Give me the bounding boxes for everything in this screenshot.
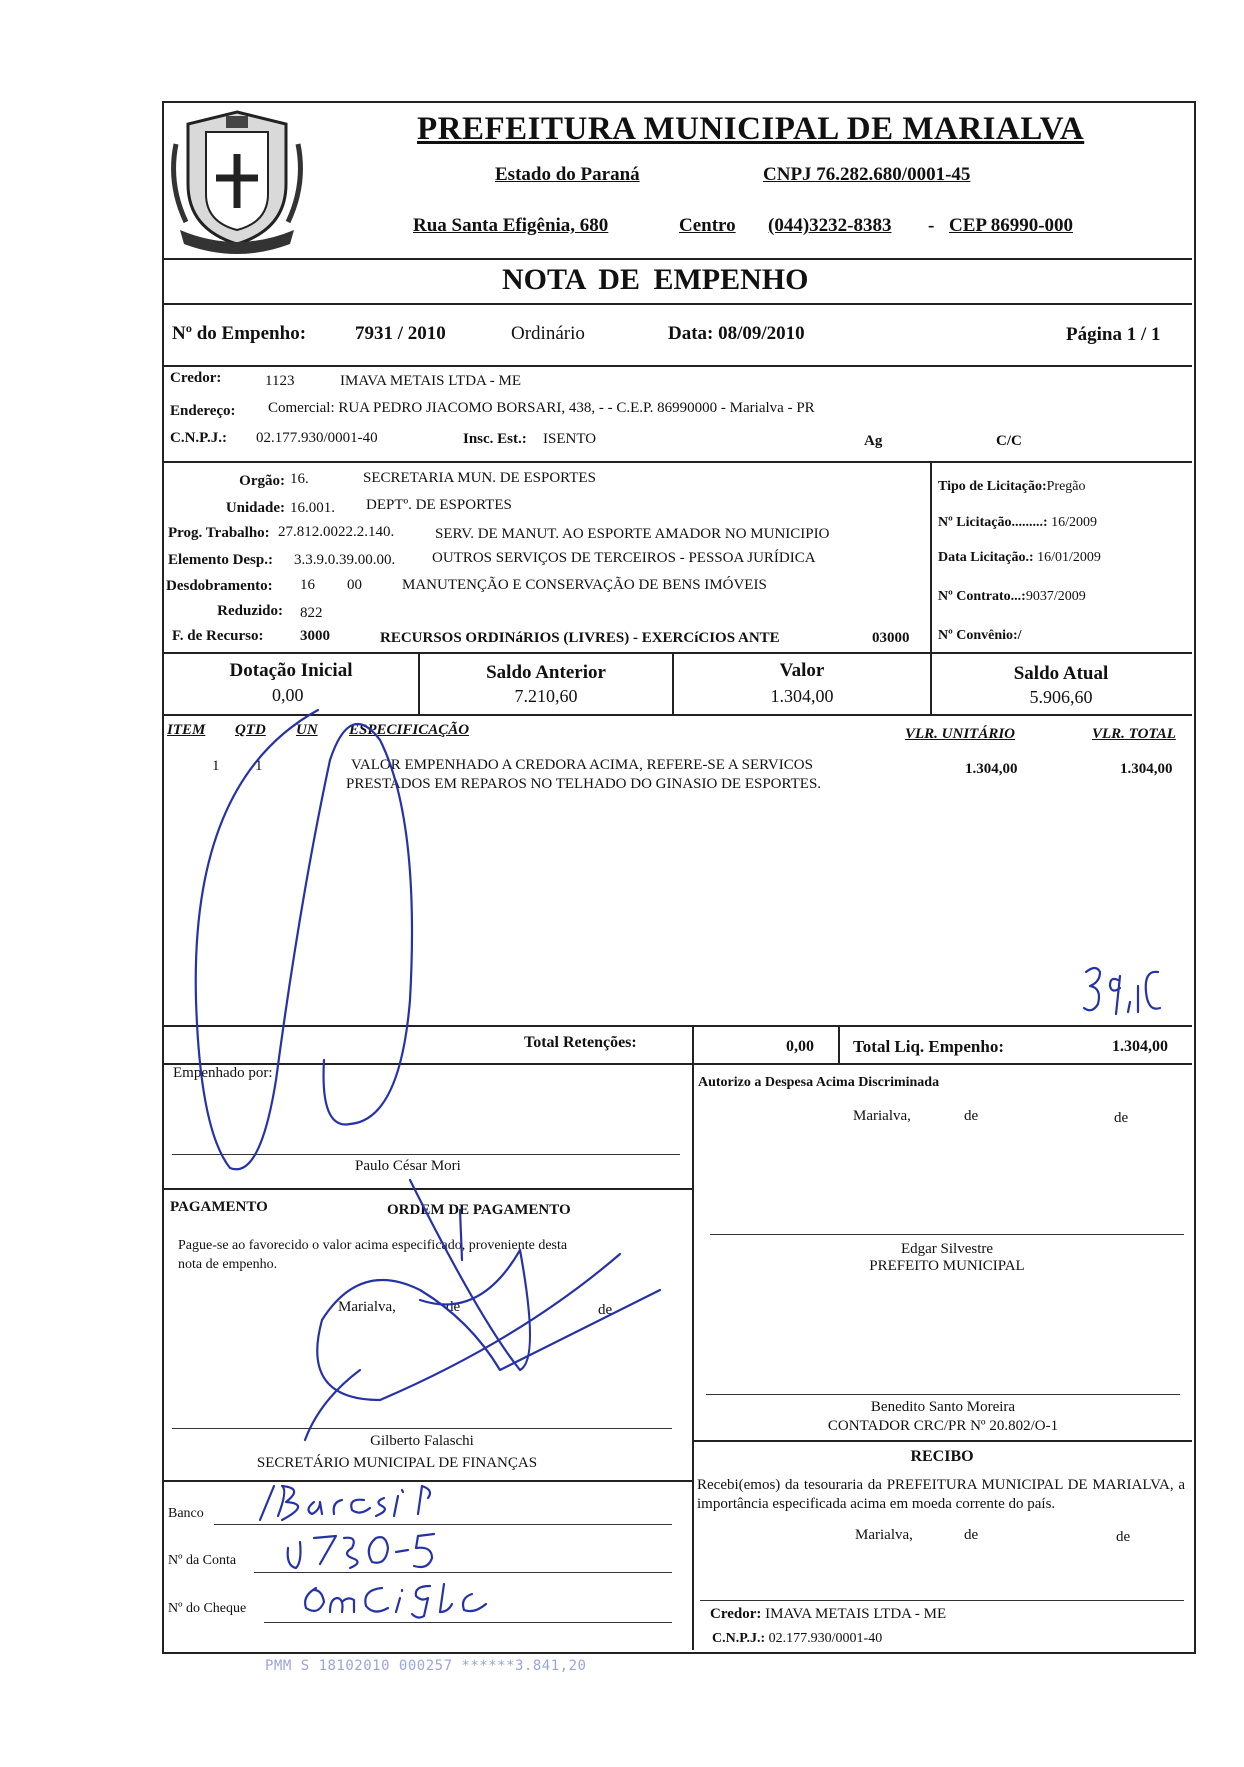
- credor-address: Comercial: RUA PEDRO JIACOMO BORSARI, 438, - - C.E.P. 86990000 - Marialva - PR: [268, 400, 815, 416]
- orgao-code: 16.: [290, 471, 309, 487]
- cnpj-label: C.N.P.J.:: [170, 430, 227, 446]
- rule: [162, 714, 1192, 716]
- desdobramento-code2: 00: [347, 577, 362, 593]
- banco-label: Banco: [168, 1506, 204, 1521]
- rule: [162, 461, 1192, 463]
- liquido-label: Total Liq. Empenho:: [853, 1037, 1004, 1056]
- retencoes-value: 0,00: [786, 1038, 814, 1055]
- tipo-licitacao-label: Tipo de Licitação:: [938, 479, 1047, 494]
- secretario-cargo: SECRETÁRIO MUNICIPAL DE FINANÇAS: [256, 1455, 538, 1471]
- pagamento-de2: de: [598, 1302, 613, 1318]
- signature-line: [710, 1234, 1184, 1235]
- desdobramento-name: MANUTENÇÃO E CONSERVAÇÃO DE BENS IMÓVEIS: [402, 577, 767, 593]
- unidade-code: 16.001.: [290, 500, 335, 516]
- item-number: 1: [212, 758, 220, 774]
- credor-name: IMAVA METAIS LTDA - ME: [340, 373, 522, 389]
- recibo-credor: IMAVA METAIS LTDA - ME: [765, 1606, 947, 1622]
- pagamento-cidade: Marialva,: [338, 1299, 396, 1315]
- contador-nome: Benedito Santo Moreira: [870, 1399, 1016, 1415]
- item-qtd: 1: [255, 758, 263, 774]
- cnpj-header: CNPJ 76.282.680/0001-45: [763, 164, 971, 185]
- insc-value: ISENTO: [543, 431, 597, 447]
- prog-label: Prog. Trabalho:: [168, 525, 270, 541]
- desdobramento-label: Desdobramento:: [166, 578, 273, 594]
- valor-label: Valor: [779, 660, 825, 681]
- dotacao-inicial: 0,00: [272, 685, 304, 705]
- retencoes-label: Total Retenções:: [524, 1034, 637, 1051]
- prefeito-nome: Edgar Silvestre: [900, 1241, 994, 1257]
- col-un: UN: [296, 722, 318, 738]
- rule: [692, 1440, 1192, 1442]
- recibo-cnpj-label: C.N.P.J.:: [712, 1631, 766, 1646]
- item-vlr-total: 1.304,00: [1120, 761, 1173, 777]
- unidade-name: DEPTº. DE ESPORTES: [366, 497, 512, 513]
- phone: (044)3232-8383: [768, 215, 892, 236]
- signature-line: [700, 1600, 1184, 1601]
- saldo-anterior-label: Saldo Anterior: [486, 662, 606, 683]
- data-licitacao-label: Data Licitação.:: [938, 550, 1034, 565]
- page-number: Página 1 / 1: [1066, 324, 1161, 345]
- empenho-number: 7931 / 2010: [355, 323, 446, 344]
- orgao-name: SECRETARIA MUN. DE ESPORTES: [363, 470, 596, 486]
- signature-line: [706, 1394, 1180, 1395]
- signature-line: [172, 1428, 672, 1429]
- autorizo-label: Autorizo a Despesa Acima Discriminada: [698, 1075, 940, 1090]
- contrato-label: Nº Contrato...:: [938, 589, 1026, 604]
- conta-handwriting: [280, 1528, 450, 1579]
- rule: [930, 461, 932, 652]
- pagamento-texto1: Pague-se ao favorecido o valor acima especificado, proveniente desta: [178, 1238, 568, 1253]
- cheque-handwriting: [296, 1576, 492, 1627]
- unidade-label: Unidade:: [225, 500, 285, 516]
- cc-label: C/C: [996, 433, 1022, 449]
- saldo-atual: 5.906,60: [1029, 687, 1093, 707]
- rule: [162, 365, 1192, 367]
- saldo-atual-label: Saldo Atual: [1013, 663, 1109, 684]
- recurso-name: RECURSOS ORDINáRIOS (LIVRES) - EXERCíCIOS ANTE: [380, 630, 780, 646]
- pagamento-texto2: nota de empenho.: [178, 1257, 278, 1272]
- dotacao-inicial-label: Dotação Inicial: [229, 660, 353, 681]
- reduzido-label: Reduzido:: [217, 603, 283, 619]
- item-desc-line2: PRESTADOS EM REPAROS NO TELHADO DO GINASIO DE ESPORTES.: [346, 776, 822, 792]
- rule: [838, 1025, 840, 1063]
- num-licitacao: 16/2009: [1051, 515, 1097, 530]
- prefeito-cargo: PREFEITO MUNICIPAL: [869, 1258, 1025, 1274]
- elemento-code: 3.3.9.0.39.00.00.: [294, 552, 396, 568]
- signature-line: [172, 1154, 680, 1155]
- recurso-code2: 03000: [872, 630, 910, 646]
- secretario-nome: Gilberto Falaschi: [370, 1433, 474, 1449]
- cheque-label: Nº do Cheque: [168, 1601, 247, 1616]
- col-vlr-total: VLR. TOTAL: [1092, 726, 1176, 742]
- ordem-pagamento: ORDEM DE PAGAMENTO: [387, 1202, 571, 1218]
- recibo-de2: de: [1116, 1529, 1131, 1545]
- data-licitacao: 16/01/2009: [1037, 550, 1101, 565]
- saldo-anterior: 7.210,60: [514, 686, 578, 706]
- num-licitacao-label: Nº Licitação.........:: [938, 515, 1048, 530]
- rule: [162, 652, 1192, 654]
- insc-label: Insc. Est.:: [463, 431, 527, 447]
- recibo-texto: Recebi(emos) da tesouraria da PREFEITURA MUNICIPAL DE MARIALVA, a importância especificada acima em moeda corrente do país.: [697, 1477, 1185, 1512]
- pagamento-de1: de: [446, 1299, 461, 1315]
- pagamento-label: PAGAMENTO: [170, 1199, 268, 1215]
- handwritten-note: [1082, 962, 1162, 1025]
- rule: [162, 1063, 1192, 1065]
- doc-title: NOTA DE EMPENHO: [502, 263, 809, 296]
- empenhado-nome: Paulo César Mori: [355, 1158, 461, 1174]
- estado: Estado do Paraná: [495, 164, 640, 185]
- credor-code: 1123: [265, 373, 295, 389]
- empenho-type: Ordinário: [511, 323, 585, 344]
- rule: [162, 1188, 692, 1190]
- item-desc-line1: VALOR EMPENHADO A CREDORA ACIMA, REFERE-SE A SERVICOS: [351, 757, 813, 773]
- desdobramento-code1: 16: [300, 577, 315, 593]
- liquido-value: 1.304,00: [1112, 1038, 1168, 1055]
- recibo-de1: de: [964, 1527, 979, 1543]
- col-vlr-unitario: VLR. UNITÁRIO: [905, 726, 1016, 742]
- empenho-number-label: Nº do Empenho:: [172, 323, 307, 344]
- tipo-licitacao: Pregão: [1046, 479, 1086, 494]
- bank-stamp: PMM S 18102010 000257 ******3.841,20: [265, 1658, 587, 1674]
- reduzido-value: 822: [300, 605, 323, 621]
- page-title: PREFEITURA MUNICIPAL DE MARIALVA: [417, 111, 1085, 147]
- conta-label: Nº da Conta: [168, 1553, 237, 1568]
- address: Rua Santa Efigênia, 680: [413, 215, 609, 236]
- item-vlr-unitario: 1.304,00: [965, 761, 1018, 777]
- credor-label: Credor:: [170, 370, 222, 386]
- autorizo-de2: de: [1114, 1110, 1129, 1126]
- contrato: 9037/2009: [1025, 589, 1086, 604]
- orgao-label: Orgão:: [239, 473, 285, 489]
- rule: [692, 1025, 694, 1650]
- separator: -: [928, 215, 935, 236]
- recibo-credor-label: Credor:: [710, 1606, 762, 1622]
- autorizo-de1: de: [964, 1108, 979, 1124]
- elemento-label: Elemento Desp.:: [168, 552, 273, 568]
- rule: [162, 303, 1192, 305]
- elemento-name: OUTROS SERVIÇOS DE TERCEIROS - PESSOA JURÍDICA: [432, 550, 816, 566]
- endereco-label: Endereço:: [170, 403, 236, 419]
- col-item: ITEM: [167, 722, 206, 738]
- recurso-label: F. de Recurso:: [172, 628, 264, 644]
- col-qtd: QTD: [235, 722, 266, 738]
- col-especificacao: ESPECIFICAÇÃO: [349, 722, 470, 738]
- recibo-cnpj: 02.177.930/0001-40: [768, 1631, 883, 1646]
- centro: Centro: [679, 215, 736, 236]
- prog-name: SERV. DE MANUT. AO ESPORTE AMADOR NO MUNICIPIO: [435, 526, 830, 542]
- valor: 1.304,00: [770, 686, 834, 706]
- recibo-cidade: Marialva,: [855, 1527, 913, 1543]
- empenho-date: Data: 08/09/2010: [668, 323, 805, 344]
- rule: [162, 1025, 1192, 1027]
- coat-of-arms-icon: [166, 104, 308, 259]
- banco-handwriting: [252, 1480, 442, 1531]
- contador-cargo: CONTADOR CRC/PR Nº 20.802/O-1: [827, 1418, 1059, 1434]
- empenhado-label: Empenhado por:: [173, 1065, 273, 1081]
- ag-label: Ag: [864, 433, 883, 449]
- rule: [162, 258, 1192, 260]
- recurso-code: 3000: [300, 628, 330, 644]
- autorizo-cidade: Marialva,: [853, 1108, 911, 1124]
- cep: CEP 86990-000: [949, 215, 1074, 236]
- prog-code: 27.812.0022.2.140.: [278, 524, 395, 540]
- recibo-label: RECIBO: [910, 1448, 974, 1465]
- convenio-label: Nº Convênio:/: [938, 628, 1022, 643]
- credor-cnpj: 02.177.930/0001-40: [256, 430, 378, 446]
